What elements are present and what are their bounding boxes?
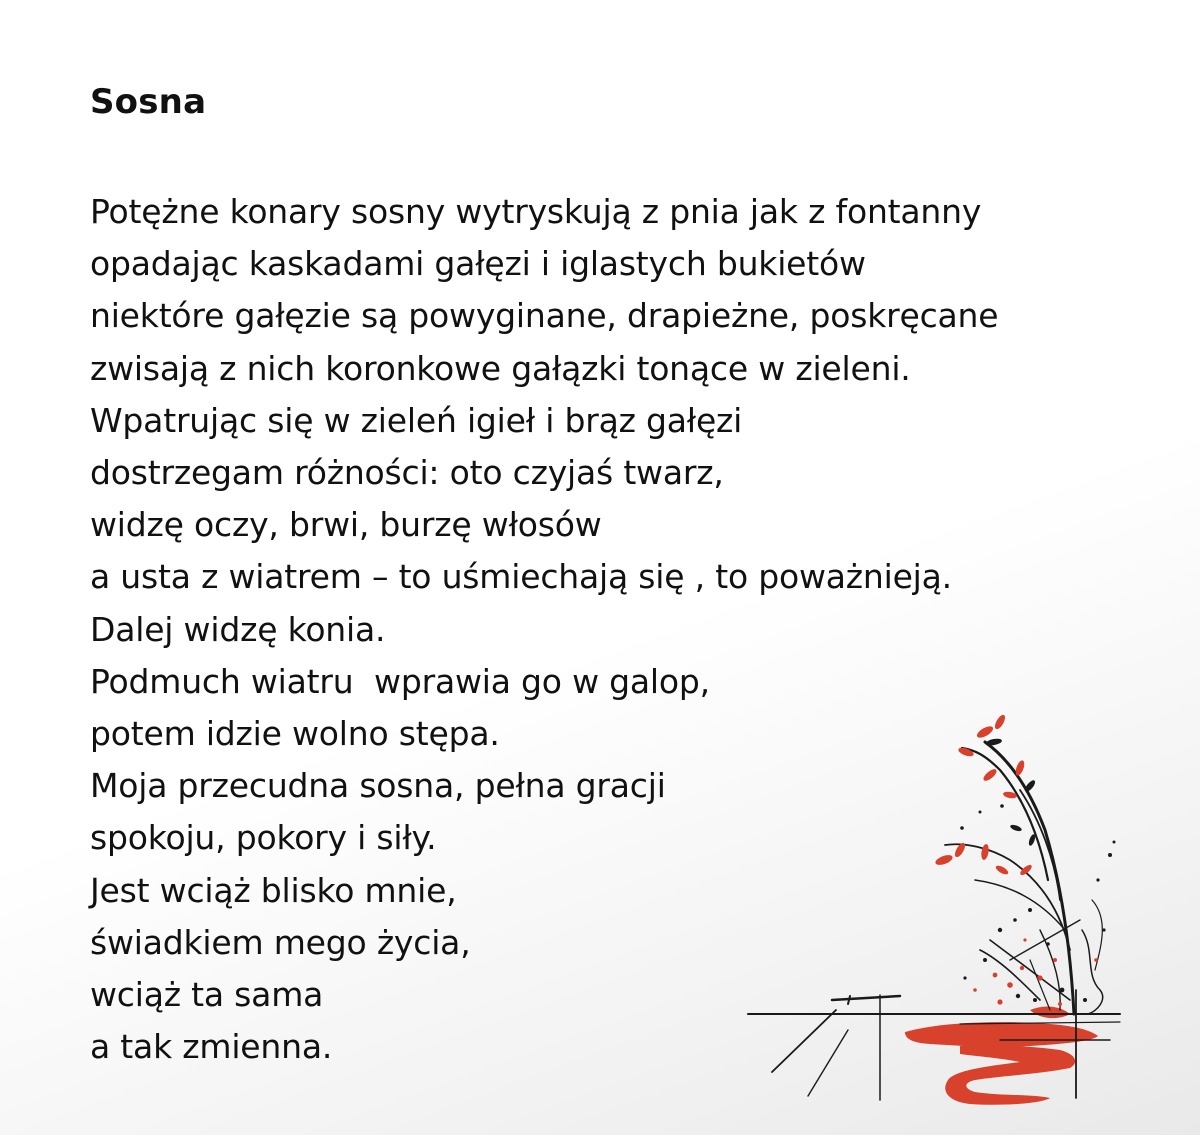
poem-line: Dalej widzę konia.: [90, 609, 386, 649]
poem-line: zwisają z nich koronkowe gałązki tonące w zieleni.: [90, 348, 911, 388]
poem-line: wciąż ta sama: [90, 975, 324, 1015]
branches: [945, 742, 1103, 1014]
poem-title: Sosna: [90, 82, 207, 122]
poem-line: Wpatrując się w zieleń igieł i brąz gałęzi: [90, 400, 743, 440]
poem-line: Jest wciąż blisko mnie,: [90, 870, 457, 910]
poem-line: Podmuch wiatru wprawia go w galop,: [90, 661, 710, 701]
branch-illustration: [740, 700, 1180, 1120]
poem-line: świadkiem mego życia,: [90, 922, 471, 962]
red-brush-stroke: [905, 1007, 1098, 1105]
ground-lines: [748, 990, 1120, 1100]
poem-line: widzę oczy, brwi, burzę włosów: [90, 505, 602, 545]
poem-line: potem idzie wolno stępa.: [90, 714, 500, 754]
poem-line: a usta z wiatrem – to uśmiechają się , to poważnieją.: [90, 557, 952, 597]
poem-line: spokoju, pokory i siły.: [90, 818, 437, 858]
poem-line: opadając kaskadami gałęzi i iglastych bukietów: [90, 244, 866, 284]
poem-line: a tak zmienna.: [90, 1027, 333, 1067]
poem-line: Potężne konary sosny wytryskują z pnia jak z fontanny: [90, 192, 982, 231]
poem-line: niektóre gałęzie są powyginane, drapieżne, poskręcane: [90, 296, 999, 336]
poem-line: Moja przecudna sosna, pełna gracji: [90, 766, 666, 806]
poem-line: dostrzegam różności: oto czyjaś twarz,: [90, 453, 724, 493]
